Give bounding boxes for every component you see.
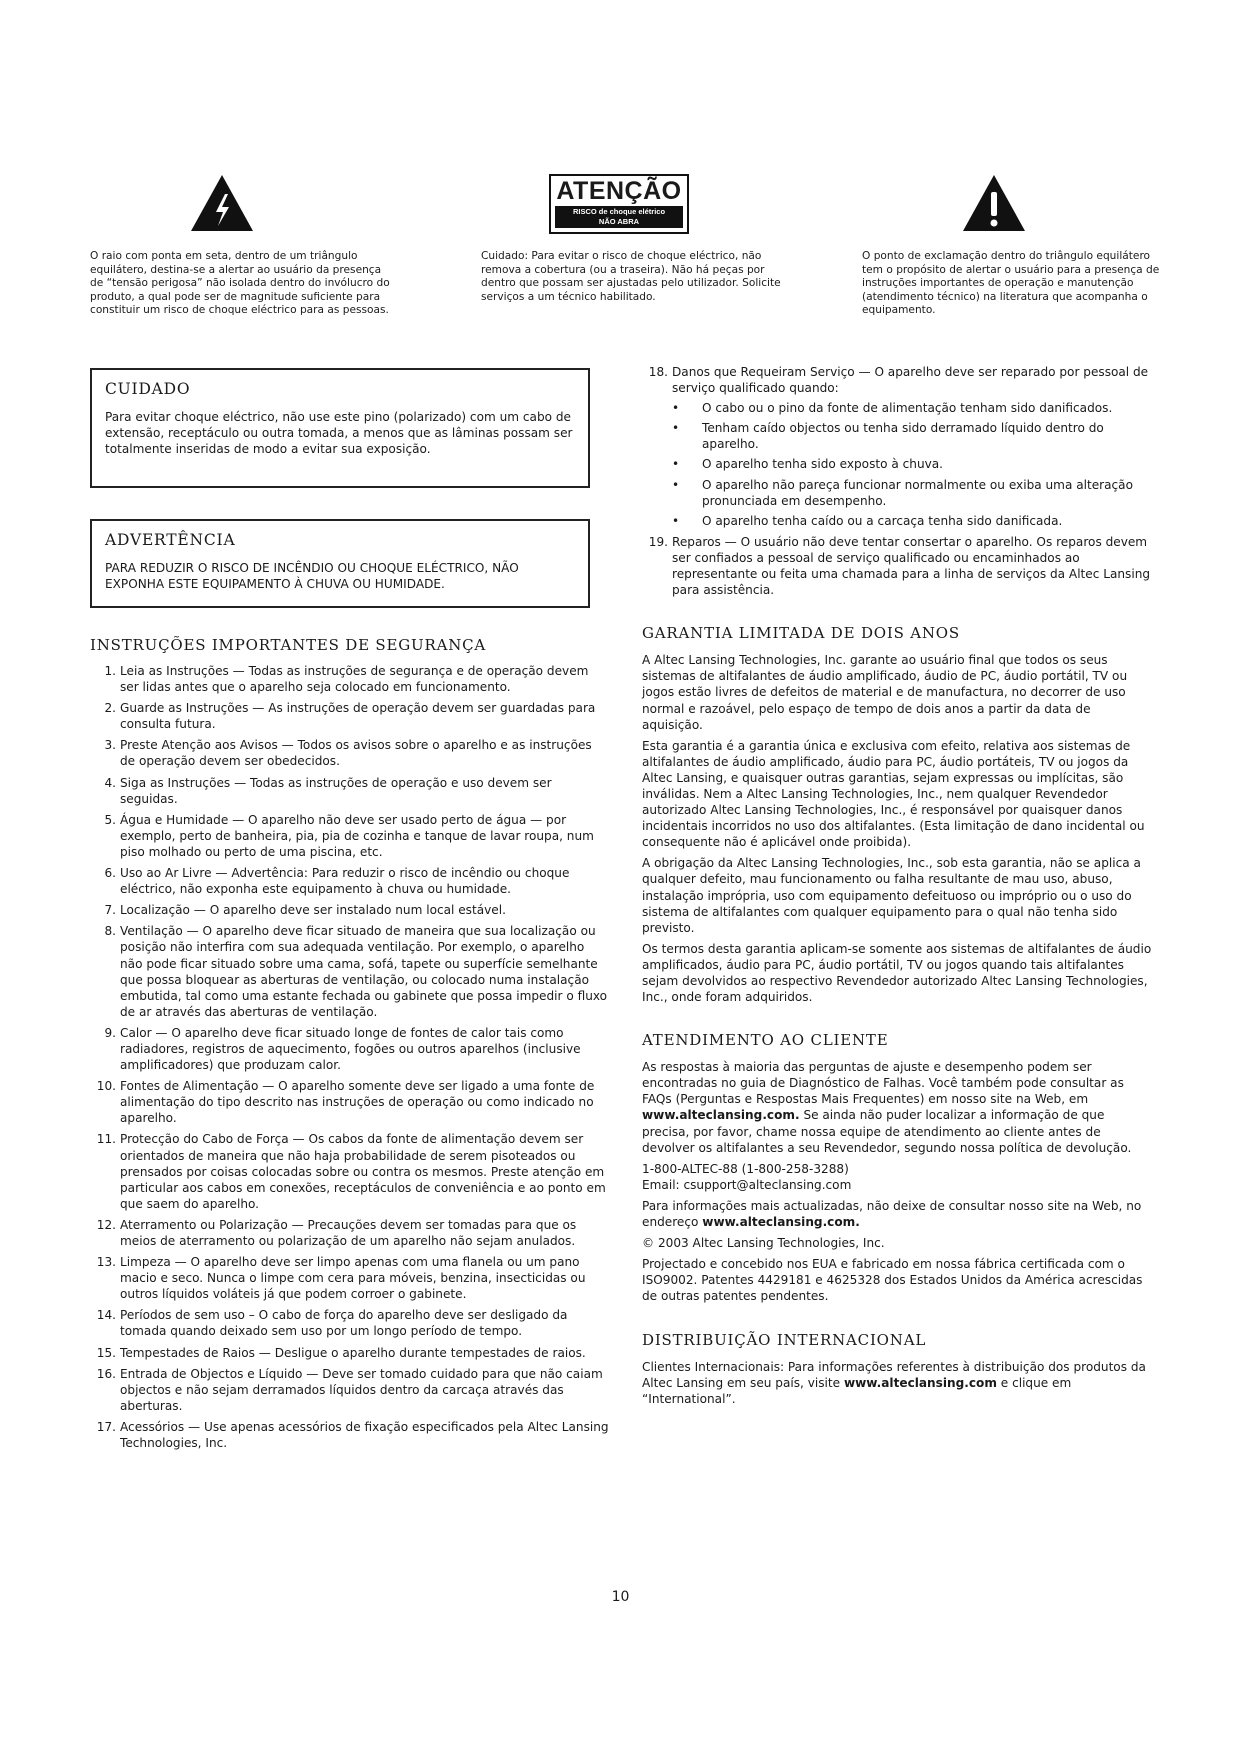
garantia-paragraph: A Altec Lansing Technologies, Inc. garante ao usuário final que todos os seus sistemas de altifalantes de áudio amplificado, áudio de PC, áudio portátil, TV ou jogos estão livres de defeitos de material e de manufactura, no decorrer de uso normal e razoável, pelo espaço de tempo de dois anos a partir da data de aquisição.: [642, 653, 1128, 732]
exclamation-warning-block: [862, 168, 1162, 318]
list-item: 18. Danos que Requeiram Serviço — O aparelho deve ser reparado por pessoal de serviço qualificado quando: • O cabo ou o pino da fonte de alimentação tenham sido danificados. • Tenham caído objectos ou tenha sido derramado líquido dentro do aparelho. • O aparelho tenha sido exposto à chuva. • O aparelho não pareça funcionar normalmente ou exiba uma alteração pronunciada em desempenho. • O aparelho tenha caído ou a carcaça tenha sido danificada.: [642, 364, 1152, 529]
list-item: 4. Siga as Instruções — Todas as instruções de operação e uso devem ser seguidas.: [104, 775, 552, 806]
distribuicao-paragraph: Clientes Internacionais: Para informações referentes à distribuição dos produtos da Altec Lansing em seu país, visite www.alteclansing.com e clique em “International”.: [642, 1359, 1146, 1406]
list-item: 19. Reparos — O usuário não deve tentar consertar o aparelho. Os reparos devem ser confiados a pessoal de serviço qualificado ou encaminhados ao representante ou feita uma chamada para a linha de serviços da Altec Lansing para assistência.: [648, 534, 1151, 598]
instrucoes-list-continued: [642, 364, 1152, 598]
atendimento-paragraph: Para informações mais actualizadas, não deixe de consultar nosso site na Web, no endereço www.alteclansing.com.: [642, 1198, 1142, 1230]
support-email[interactable]: Email: csupport@alteclansing.com: [642, 1177, 852, 1192]
cuidado-title: CUIDADO: [105, 380, 191, 398]
attention-block: [481, 168, 781, 304]
exclamation-triangle-icon: [962, 174, 1026, 232]
exclamation-warning-text: O ponto de exclamação dentro do triângulo equilátero tem o propósito de alertar o usuário para a presença de instruções importantes de operação e manutenção (atendimento técnico) na literatura que acompanha o equipamento.: [862, 250, 1160, 317]
website-link[interactable]: www.alteclansing.com.: [702, 1215, 860, 1230]
list-item: 17. Acessórios — Use apenas acessórios de fixação especificados pela Altec Lansing Technologies, Inc.: [96, 1419, 609, 1451]
copyright: © 2003 Altec Lansing Technologies, Inc.: [642, 1236, 885, 1251]
safety-instructions: [90, 636, 610, 1456]
list-item: 9. Calor — O aparelho deve ficar situado longe de fontes de calor tais como radiadores, registros de aquecimento, fogões ou outros aparelhos (inclusive amplificadores) que produzam calor.: [104, 1025, 581, 1073]
garantia-paragraph: Esta garantia é a garantia única e exclusiva com efeito, relativa aos sistemas de altifalantes de áudio amplificado, áudio para PC, áudio portáteis, TV ou jogos da Altec Lansing, e quaisquer outras garantias, sejam expressas ou implícitas, são inválidas. Nem a Altec Lansing Technologies, Inc., nem qualquer Revendedor autorizado Altec Lansing Technologies, Inc., é responsável por quaisquer danos incidentais incorridos no uso dos altifalantes. (Esta limitação de dano incidental ou consequente não é aplicável onde proibida).: [642, 738, 1145, 850]
list-item: 15. Tempestades de Raios — Desligue o aparelho durante tempestades de raios.: [96, 1345, 586, 1360]
list-item: 5. Água e Humidade — O aparelho não deve ser usado perto de água — por exemplo, perto de banheira, pia, pia de cozinha e tanque de lavar roupa, num piso molhado ou perto de uma piscina, etc.: [104, 812, 594, 859]
list-item: 7. Localização — O aparelho deve ser instalado num local estável.: [104, 903, 506, 918]
list-item: 10. Fontes de Alimentação — O aparelho somente deve ser ligado a uma fonte de alimentação do tipo descrito nas instruções de operação ou como indicado no aparelho.: [96, 1079, 595, 1126]
instrucoes-list: [90, 663, 610, 1451]
list-item: 6. Uso ao Ar Livre — Advertência: Para reduzir o risco de incêndio ou choque eléctrico, não exponha este equipamento à chuva ou humidade.: [104, 866, 570, 897]
garantia-paragraph: Os termos desta garantia aplicam-se somente aos sistemas de altifalantes de áudio amplificados, áudio para PC, áudio portátil, TV ou jogos quando tais altifalantes sejam devolvidos ao respectivo Revendedor autorizado Altec Lansing Technologies, Inc., onde foram adquiridos.: [642, 941, 1152, 1005]
atencao-title: ATENÇÃO: [556, 177, 682, 205]
list-item: 16. Entrada de Objectos e Líquido — Deve ser tomado cuidado para que não caiam objectos e não sejam derramados líquidos dentro da carcaça através das aberturas.: [96, 1366, 603, 1413]
list-item: 2. Guarde as Instruções — As instruções de operação devem ser guardadas para consulta futura.: [104, 701, 596, 732]
list-item: 13. Limpeza — O aparelho deve ser limpo apenas com uma flanela ou um pano macio e seco. Nunca o limpe com cera para móveis, benzina, insecticidas ou outros líquidos voláteis já que podem corroer o gabinete.: [96, 1255, 586, 1302]
service-conditions-list: [672, 400, 1152, 529]
bullet-item: • O aparelho tenha caído ou a carcaça tenha sido danificada.: [672, 513, 1152, 529]
list-item: 8. Ventilação — O aparelho deve ficar situado de maneira que sua localização ou posição não interfira com sua adequada ventilação. Por exemplo, o aparelho não pode ficar situado sobre uma cama, sofá, tapete ou superfície semelhante que possa bloquear as aberturas de ventilação, ou colocado numa instalação embutida, tal como uma estante fechada ou gabinete que possa impedir o fluxo de ar através das aberturas de ventilação.: [104, 924, 608, 1019]
lightning-warning-block: [90, 168, 390, 318]
phone-number: 1-800-ALTEC-88 (1-800-258-3288): [642, 1161, 849, 1176]
garantia-title: GARANTIA LIMITADA DE DOIS ANOS: [642, 624, 960, 643]
advertencia-title: ADVERTÊNCIA: [105, 531, 236, 549]
lightning-warning-text: O raio com ponta em seta, dentro de um triângulo equilátero, destina-se a alertar ao usuário da presença de “tensão perigosa” não isolada dentro do invólucro do produto, a qual pode ser de magnitude suficiente para constituir um risco de choque eléctrico para as pessoas.: [90, 250, 390, 317]
bullet-item: • Tenham caído objectos ou tenha sido derramado líquido dentro do aparelho.: [672, 420, 1152, 452]
atencao-label: [549, 174, 689, 234]
cuidado-box: [90, 368, 590, 488]
list-item: 12. Aterramento ou Polarização — Precauções devem ser tomadas para que os meios de aterramento ou polarização de um aparelho não sejam anulados.: [96, 1217, 577, 1248]
website-link[interactable]: www.alteclansing.com: [843, 1375, 997, 1390]
page-number: 10: [611, 1589, 630, 1605]
instrucoes-title: INSTRUÇÕES IMPORTANTES DE SEGURANÇA: [90, 636, 487, 654]
garantia-section: [642, 624, 1152, 1005]
atendimento-section: [642, 1031, 1152, 1304]
lightning-triangle-icon: [190, 174, 254, 232]
website-link[interactable]: www.alteclansing.com.: [642, 1108, 800, 1123]
atendimento-paragraph: As respostas à maioria das perguntas de ajuste e desempenho podem ser encontradas no guia de Diagnóstico de Falhas. Você também pode consultar as FAQs (Perguntas e Respostas Mais Frequentes) em nosso site na Web, em www.alteclansing.com. Se ainda não puder localizar a informação de que precisa, por favor, chame nossa equipe de atendimento ao cliente antes de devolver os altifalantes a seu Revendedor, segundo nossa política de devolução.: [642, 1060, 1132, 1155]
list-item: 11. Protecção do Cabo de Força — Os cabos da fonte de alimentação devem ser orientados de maneira que não haja probabilidade de serem pisoteados ou prensados por coisas colocadas sobre ou contra os mesmos. Preste atenção em particular aos cabos em conexões, receptáculos de conveniência e ao ponto em que saem do aparelho.: [96, 1132, 606, 1211]
cuidado-text: Para evitar choque eléctrico, não use este pino (polarizado) com um cabo de extensão, receptáculo ou outra tomada, a menos que as lâminas possam ser totalmente inseridas de modo a evitar sua exposição.: [105, 410, 573, 456]
garantia-paragraph: A obrigação da Altec Lansing Technologies, Inc., sob esta garantia, não se aplica a qualquer defeito, mau funcionamento ou falha resultante de mau uso, abuso, instalação imprópria, uso com equipamento defeituoso ou impróprio ou o uso do sistema de altifalantes com qualquer equipamento para o qual não tenha sido previsto.: [642, 856, 1141, 935]
bullet-item: • O cabo ou o pino da fonte de alimentação tenham sido danificados.: [672, 400, 1152, 416]
distribuicao-title: DISTRIBUIÇÃO INTERNACIONAL: [642, 1330, 927, 1349]
caution-text: Cuidado: Para evitar o risco de choque eléctrico, não remova a cobertura (ou a traseira). Não há peças por dentro que possam ser ajustadas pelo utilizador. Solicite serviços a um técnico habilitado.: [481, 250, 781, 303]
distribuicao-section: [642, 1331, 1152, 1407]
atendimento-title: ATENDIMENTO AO CLIENTE: [642, 1031, 889, 1050]
atendimento-paragraph: Projectado e concebido nos EUA e fabricado em nossa fábrica certificada com o ISO9002. Patentes 4429181 e 4625328 dos Estados Unidos da América acrescidas de outras patentes pendentes.: [642, 1257, 1143, 1304]
atencao-subtitle: RISCO de choque elétrico NÃO ABRA: [555, 206, 683, 228]
advertencia-text: PARA REDUZIR O RISCO DE INCÊNDIO OU CHOQUE ELÉCTRICO, NÃO EXPONHA ESTE EQUIPAMENTO À CHUVA OU HUMIDADE.: [105, 561, 519, 591]
list-item: 3. Preste Atenção aos Avisos — Todos os avisos sobre o aparelho e as instruções de operação devem ser obedecidos.: [104, 738, 592, 769]
advertencia-box: [90, 519, 590, 608]
list-item: 1. Leia as Instruções — Todas as instruções de segurança e de operação devem ser lidas antes que o aparelho seja colocado em funcionamento.: [104, 664, 589, 695]
right-column: [642, 364, 1152, 1412]
bullet-item: • O aparelho tenha sido exposto à chuva.: [672, 456, 1152, 472]
bullet-item: • O aparelho não pareça funcionar normalmente ou exiba uma alteração pronunciada em desempenho.: [672, 477, 1152, 509]
list-item: 14. Períodos de sem uso – O cabo de força do aparelho deve ser desligado da tomada quando deixado sem uso por um longo período de tempo.: [96, 1308, 568, 1339]
